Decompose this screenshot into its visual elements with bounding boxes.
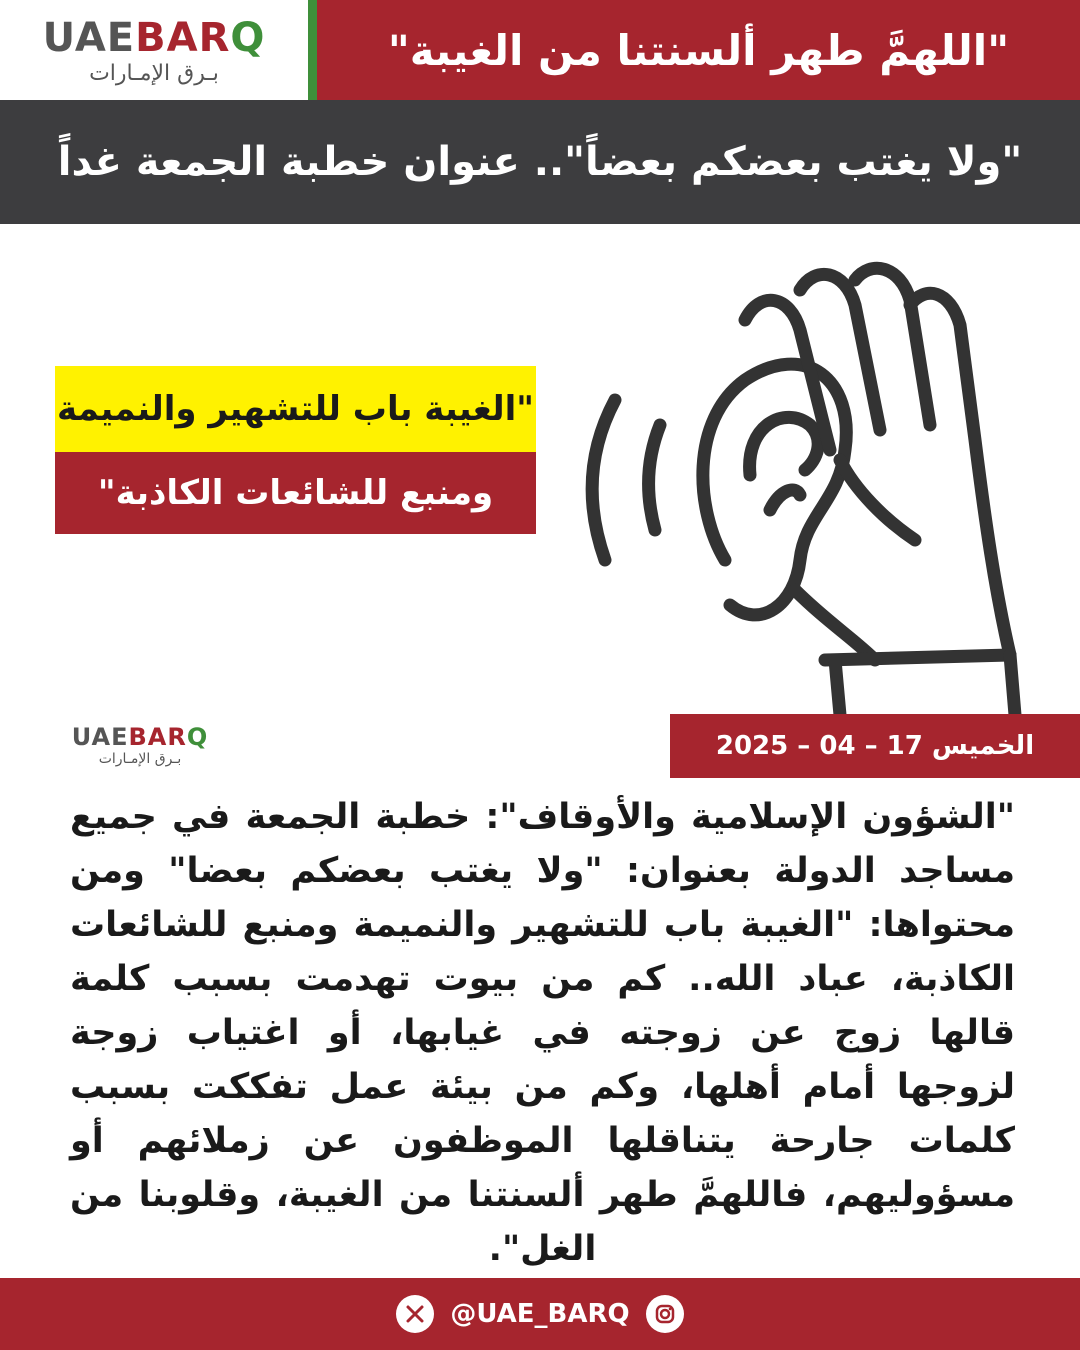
logo-arabic: بـرق الإمـارات <box>89 60 219 86</box>
quote-line-1: "الغيبة باب للتشهير والنميمة <box>56 389 535 429</box>
logo-wordmark-small <box>72 723 208 751</box>
subtitle-bar <box>0 100 1080 224</box>
logo-wordmark <box>43 15 266 61</box>
logo-bar: BAR <box>135 14 231 61</box>
footer-bar <box>0 1278 1080 1350</box>
green-divider <box>308 0 317 100</box>
ear-inner-icon <box>750 417 819 475</box>
article-body: "الشؤون الإسلامية والأوقاف": خطبة الجمعة في جميع مساجد الدولة بعنوان: "ولا يغتب بعضكم بعضا" ومن محتواها: "الغيبة باب للتشهير والنميمة ومنبع للشائعات الكاذبة، عباد الله.. كم من بيوت تهدمت بسبب كلمة قالها زوج عن زوجته في غيابها، أو اغتياب زوجة لزوجها أمام أهلها، وكم من بيئة عمل تفككت بسبب كلمات جارحة يتناقلها الموظفون عن زملائهم أو مسؤوليهم، فاللهمَّ طهر ألسنتنا من الغيبة، وقلوبنا من الغل". <box>70 797 1015 1269</box>
page-title: "اللهمَّ طهر ألسنتنا من الغيبة" <box>387 25 1010 75</box>
logo-q: Q <box>230 14 266 61</box>
quote-highlight-box <box>55 366 536 452</box>
logo-uae: UAE <box>42 14 136 61</box>
sound-wave-inner-icon <box>649 425 660 530</box>
instagram-icon[interactable] <box>646 1295 684 1333</box>
x-icon[interactable] <box>396 1295 434 1333</box>
logo-uae-small: UAE <box>71 723 129 751</box>
quote-red-box <box>55 452 536 534</box>
date-text: الخميس 17 – 04 – 2025 <box>715 731 1035 761</box>
logo-bar-small: BAR <box>128 723 187 751</box>
brand-logo-small <box>60 715 220 775</box>
header-title-bar <box>317 0 1080 100</box>
ear-lobe-icon <box>770 490 800 510</box>
sound-wave-outer-icon <box>592 400 615 560</box>
listening-ear-hand-icon <box>555 260 1055 720</box>
logo-arabic-small: بـرق الإمـارات <box>98 751 182 767</box>
page-subtitle: "ولا يغتب بعضكم بعضاً".. عنوان خطبة الجمعة غداً <box>57 139 1023 185</box>
date-badge <box>670 714 1080 778</box>
logo-q-small: Q <box>186 723 209 751</box>
social-handle[interactable]: @UAE_BARQ <box>450 1299 630 1329</box>
quote-line-2: ومنبع للشائعات الكاذبة" <box>97 473 494 513</box>
brand-logo <box>0 0 308 100</box>
ear-outline-icon <box>703 364 846 615</box>
